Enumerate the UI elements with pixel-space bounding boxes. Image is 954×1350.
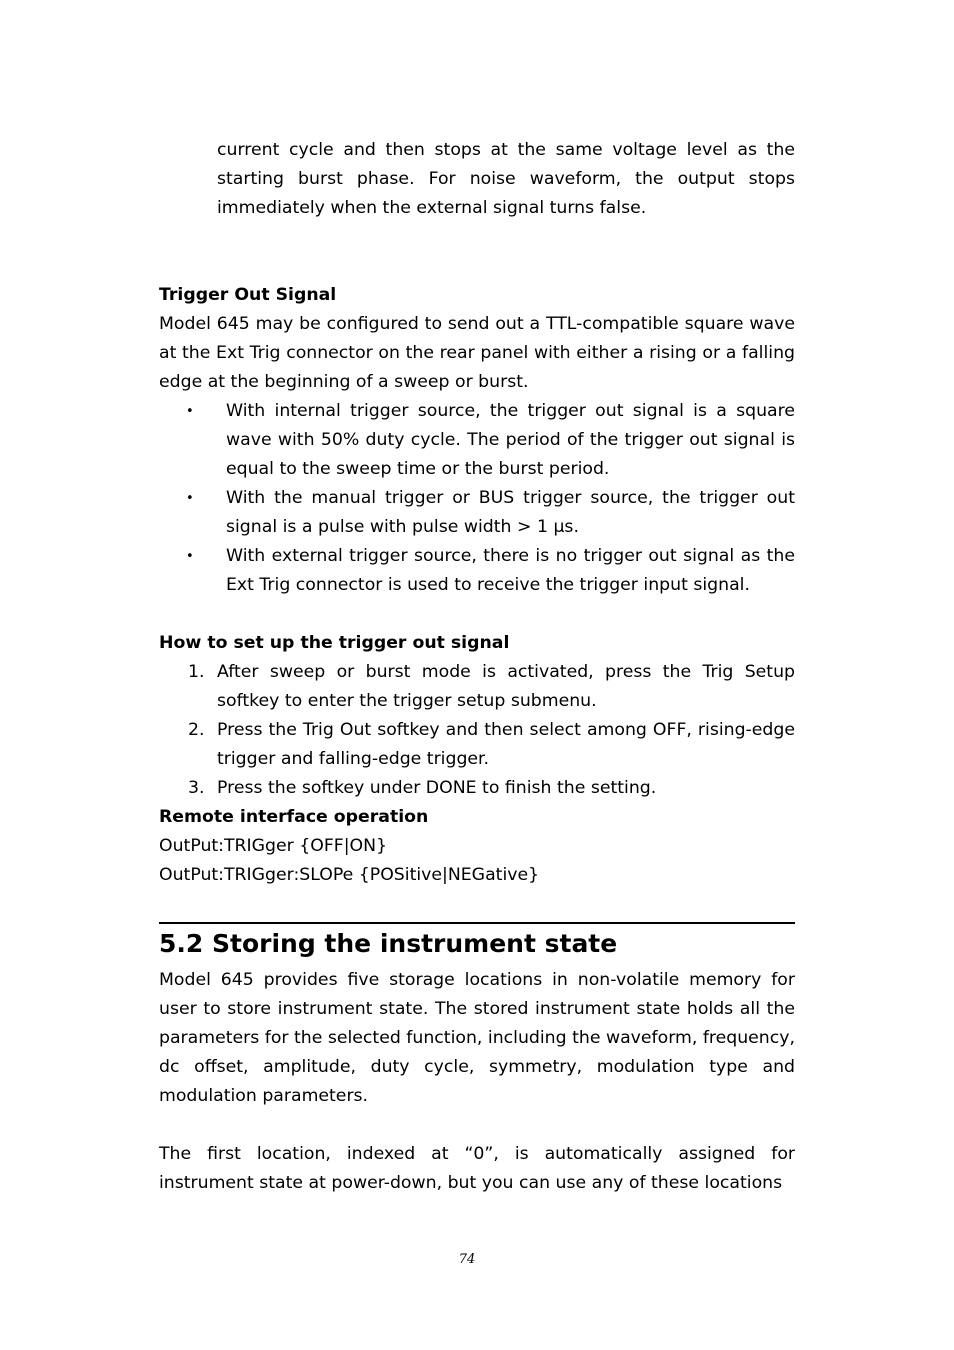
bullet-text: With the manual trigger or BUS trigger source, the trigger out signal is a pulse with pulse width > 1 µs. xyxy=(226,488,795,537)
bullet-item xyxy=(159,484,795,542)
bullet-text: With internal trigger source, the trigger out signal is a square wave with 50% duty cycle. The period of the trigger out signal is equal to the sweep time or the burst period. xyxy=(226,401,795,479)
remote-command: OutPut:TRIGger:SLOPe {POSitive|NEGative} xyxy=(159,865,540,885)
step-item xyxy=(159,774,795,803)
section-title: 5.2 Storing the instrument state xyxy=(159,929,618,958)
step-text: After sweep or burst mode is activated, press the Trig Setup softkey to enter the trigger setup submenu. xyxy=(217,662,795,711)
bullet-item xyxy=(159,397,795,484)
page-number: 74 xyxy=(458,1252,476,1267)
section-paragraph-2: The first location, indexed at “0”, is automatically assigned for instrument state at power-down, but you can use any of these locations xyxy=(159,1144,795,1193)
remote-heading: Remote interface operation xyxy=(159,807,429,827)
step-number: 3. xyxy=(188,778,205,798)
trigger-out-heading: Trigger Out Signal xyxy=(159,285,337,305)
bullet-icon: • xyxy=(186,491,194,506)
step-number: 2. xyxy=(188,720,205,740)
bullet-icon: • xyxy=(186,404,194,419)
step-item xyxy=(159,716,795,774)
bullet-item xyxy=(159,542,795,600)
intro-paragraph: current cycle and then stops at the same voltage level as the starting burst phase. For noise waveform, the output stops immediately when the external signal turns false. xyxy=(217,140,795,218)
step-number: 1. xyxy=(188,662,205,682)
section-paragraph-1: Model 645 provides five storage locations in non-volatile memory for user to store instrument state. The stored instrument state holds all the parameters for the selected function, including the waveform, frequency, dc offset, amplitude, duty cycle, symmetry, modulation type and modulation parameters. xyxy=(159,970,795,1106)
setup-heading: How to set up the trigger out signal xyxy=(159,633,510,653)
bullet-text: With external trigger source, there is no trigger out signal as the Ext Trig connector is used to receive the trigger input signal. xyxy=(226,546,795,595)
step-text: Press the softkey under DONE to finish the setting. xyxy=(217,778,657,798)
trigger-out-body: Model 645 may be configured to send out a TTL-compatible square wave at the Ext Trig connector on the rear panel with either a rising or a falling edge at the beginning of a sweep or burst. xyxy=(159,314,795,392)
document-page xyxy=(159,136,795,1198)
setup-steps-list xyxy=(159,658,795,803)
trigger-out-bullet-list xyxy=(159,397,795,600)
remote-command: OutPut:TRIGger {OFF|ON} xyxy=(159,836,388,856)
step-text: Press the Trig Out softkey and then select among OFF, rising-edge trigger and falling-edge trigger. xyxy=(217,720,795,769)
step-item xyxy=(159,658,795,716)
bullet-icon: • xyxy=(186,549,194,564)
